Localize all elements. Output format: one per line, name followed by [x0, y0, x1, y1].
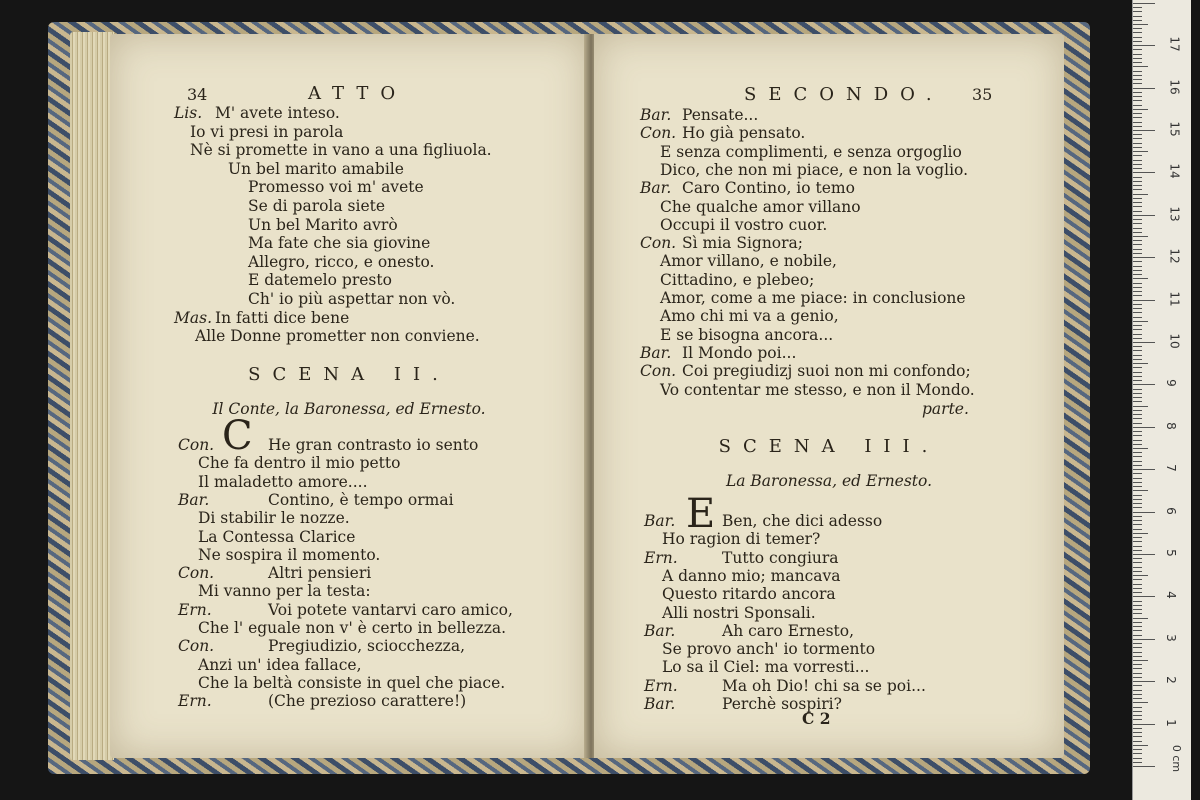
ruler-tick	[1133, 588, 1142, 589]
ruler-tick	[1133, 16, 1142, 17]
speaker-label: Bar.	[644, 621, 676, 640]
ruler-tick	[1133, 363, 1148, 364]
ruler-tick	[1133, 143, 1142, 144]
speaker-label: Con.	[640, 234, 677, 253]
ruler-tick	[1133, 503, 1142, 504]
ruler-number: 14	[1167, 163, 1182, 180]
ruler-tick	[1133, 253, 1142, 254]
running-head: SECONDO.	[744, 84, 944, 105]
ruler-tick	[1133, 533, 1148, 534]
ruler-tick	[1133, 329, 1142, 330]
ruler-tick	[1133, 338, 1142, 339]
ruler-tick	[1133, 126, 1142, 127]
verse-line: Ne sospira il momento.	[198, 545, 381, 564]
ruler-tick	[1133, 24, 1148, 25]
verse-line: La Contessa Clarice	[198, 527, 356, 546]
right-page	[594, 34, 1064, 758]
ruler-tick	[1133, 325, 1142, 326]
verse-line: Mi vanno per la testa:	[198, 582, 371, 601]
ruler-tick	[1133, 685, 1142, 686]
ruler-tick	[1133, 520, 1142, 521]
ruler-tick	[1133, 478, 1142, 479]
ruler-tick	[1133, 482, 1142, 483]
verse-line: Alli nostri Sponsali.	[662, 603, 816, 622]
verse-line: Pensate...	[682, 106, 759, 124]
ruler-tick	[1133, 486, 1142, 487]
ruler-tick	[1133, 410, 1142, 411]
stage-direction: parte.	[922, 400, 969, 418]
ruler-tick	[1133, 75, 1142, 76]
ruler-tick	[1133, 384, 1155, 385]
verse-line: Tutto congiura	[722, 548, 839, 567]
ruler-tick	[1133, 673, 1142, 674]
ruler-tick	[1133, 122, 1142, 123]
ruler-tick	[1133, 601, 1142, 602]
verse-line: Promesso voi m' avete	[248, 178, 424, 197]
ruler-tick	[1133, 579, 1142, 580]
ruler-tick	[1133, 736, 1142, 737]
ruler-number: 10	[1167, 333, 1182, 349]
ruler-tick	[1133, 278, 1148, 279]
ruler-tick	[1133, 232, 1142, 233]
ruler-tick	[1133, 741, 1142, 742]
ruler-tick	[1133, 702, 1148, 703]
ruler-tick	[1133, 592, 1142, 593]
ruler-tick	[1133, 490, 1148, 491]
verse-line: Un bel marito amabile	[228, 159, 404, 178]
verse-line: Se di parola siete	[248, 197, 386, 215]
ruler-tick	[1133, 304, 1142, 305]
measurement-ruler	[1132, 0, 1191, 800]
ruler-tick	[1133, 20, 1142, 21]
ruler-tick	[1133, 266, 1142, 267]
ruler-tick	[1133, 71, 1142, 72]
ruler-tick	[1133, 211, 1142, 212]
ruler-tick	[1133, 707, 1142, 708]
ruler-tick	[1133, 440, 1142, 441]
ruler-tick	[1133, 639, 1155, 640]
ruler-number: 12	[1167, 248, 1182, 264]
ruler-tick	[1133, 456, 1142, 457]
ruler-tick	[1133, 274, 1142, 275]
speaker-label: Mas.	[174, 308, 212, 327]
verse-line: Che qualche amor villano	[660, 197, 861, 216]
ruler-tick	[1133, 613, 1142, 614]
verse-line: Questo ritardo ancora	[662, 585, 836, 604]
ruler-number: 6	[1163, 506, 1178, 515]
ruler-tick	[1133, 346, 1142, 347]
page-edges	[70, 32, 114, 760]
ruler-tick	[1133, 690, 1142, 691]
speaker-label: Ern.	[178, 692, 212, 711]
ruler-tick	[1133, 376, 1142, 377]
ruler-tick	[1133, 681, 1155, 682]
verse-line: Anzi un' idea fallace,	[198, 655, 362, 674]
ruler-tick	[1133, 724, 1155, 725]
speaker-label: Con.	[640, 124, 677, 143]
ruler-tick	[1133, 554, 1155, 555]
ruler-tick	[1133, 164, 1142, 165]
drop-cap: E	[686, 491, 716, 537]
verse-line: Di stabilir le nozze.	[198, 509, 350, 528]
ruler-tick	[1133, 138, 1142, 139]
ruler-tick	[1133, 58, 1142, 59]
ruler-tick	[1133, 66, 1148, 67]
ruler-tick	[1133, 32, 1142, 33]
scene-heading: SCENA III.	[718, 436, 940, 457]
ruler-tick	[1133, 469, 1155, 470]
ruler-tick	[1133, 656, 1142, 657]
speaker-label: Ern.	[644, 676, 678, 695]
ruler-number: 5	[1163, 549, 1178, 557]
ruler-tick	[1133, 198, 1142, 199]
verse-line: Lo sa il Ciel: ma vorresti...	[662, 658, 870, 677]
ruler-tick	[1133, 524, 1142, 525]
ruler-tick	[1133, 652, 1142, 653]
speaker-label: Bar.	[640, 343, 672, 362]
ruler-tick	[1133, 206, 1142, 207]
ruler-tick	[1133, 130, 1155, 131]
verse-line: Il maladetto amore....	[198, 472, 368, 491]
ruler-tick	[1133, 448, 1148, 449]
verse-line: Se provo anch' io tormento	[662, 640, 876, 659]
speaker-label: Bar.	[640, 179, 672, 198]
ruler-tick	[1133, 635, 1142, 636]
verse-line: E senza complimenti, e senza orgoglio	[660, 142, 962, 161]
ruler-tick	[1133, 117, 1142, 118]
ruler-tick	[1133, 172, 1155, 173]
ruler-tick	[1133, 11, 1142, 12]
ruler-tick	[1133, 418, 1142, 419]
speaker-label: Bar.	[178, 490, 210, 509]
page-number: 35	[972, 85, 993, 104]
ruler-tick	[1133, 228, 1142, 229]
ruler-number: 17	[1167, 36, 1182, 52]
verse-line: Altri pensieri	[268, 564, 372, 583]
ruler-tick	[1133, 584, 1142, 585]
ruler-tick	[1133, 461, 1142, 462]
ruler-tick	[1133, 562, 1142, 563]
ruler-tick	[1133, 215, 1155, 216]
ruler-tick	[1133, 249, 1142, 250]
ruler-tick	[1133, 609, 1142, 610]
speaker-label: Con.	[178, 436, 215, 454]
ruler-tick	[1133, 541, 1142, 542]
ruler-tick	[1133, 452, 1142, 453]
verse-line: Alle Donne prometter non conviene.	[195, 327, 480, 346]
speaker-label: Lis.	[174, 104, 203, 122]
ruler-tick	[1133, 507, 1142, 508]
verse-line: Vo contentar me stesso, e non il Mondo.	[660, 380, 975, 399]
ruler-tick	[1133, 62, 1142, 63]
speaker-label: Bar.	[640, 106, 672, 124]
ruler-number: 11	[1167, 290, 1182, 307]
verse-line: Sì mia Signora;	[682, 234, 804, 253]
ruler-tick	[1133, 372, 1142, 373]
ruler-tick	[1133, 79, 1142, 80]
ruler-tick	[1133, 308, 1142, 309]
ruler-tick	[1133, 342, 1155, 343]
ruler-tick	[1133, 219, 1142, 220]
ruler-tick	[1133, 355, 1142, 356]
ruler-tick	[1133, 109, 1148, 110]
ruler-tick	[1133, 92, 1142, 93]
ruler-tick	[1133, 397, 1142, 398]
ruler-tick	[1133, 257, 1155, 258]
ruler-tick	[1133, 571, 1142, 572]
ruler-tick	[1133, 753, 1142, 754]
ruler-tick	[1133, 495, 1142, 496]
ruler-number: 8	[1163, 421, 1178, 430]
verse-line: Amo chi mi va a genio,	[660, 307, 839, 326]
verse-line: Nè si promette in vano a una figliuola.	[190, 141, 492, 160]
verse-line: Che fa dentro il mio petto	[198, 454, 401, 473]
ruler-tick	[1133, 3, 1155, 4]
speaker-label: Con.	[178, 564, 215, 583]
ruler-tick	[1133, 406, 1148, 407]
ruler-tick	[1133, 431, 1142, 432]
ruler-tick	[1133, 427, 1155, 428]
verse-line: A danno mio; mancava	[662, 566, 841, 585]
ruler-tick	[1133, 317, 1142, 318]
ruler-tick	[1133, 287, 1142, 288]
ruler-tick	[1133, 155, 1142, 156]
ruler-tick	[1133, 749, 1142, 750]
ruler-number: 13	[1167, 206, 1182, 222]
ruler-tick	[1133, 698, 1142, 699]
ruler-tick	[1133, 766, 1155, 767]
ruler-tick	[1133, 236, 1148, 237]
verse-line: Contino, è tempo ormai	[268, 490, 454, 509]
ruler-tick	[1133, 567, 1142, 568]
ruler-tick	[1133, 83, 1142, 84]
verse-line: Ma oh Dio! chi sa se poi...	[722, 676, 926, 695]
ruler-tick	[1133, 312, 1142, 313]
signature-mark: C 2	[802, 709, 831, 728]
ruler-number: 9	[1163, 379, 1178, 388]
ruler-tick	[1133, 499, 1142, 500]
ruler-tick	[1133, 113, 1142, 114]
ruler-tick	[1133, 134, 1142, 135]
ruler-tick	[1133, 45, 1155, 46]
ruler-tick	[1133, 240, 1142, 241]
ruler-tick	[1133, 529, 1142, 530]
ruler-tick	[1133, 762, 1142, 763]
ruler-tick	[1133, 444, 1142, 445]
verse-line: Amor villano, e nobile,	[660, 252, 837, 271]
ruler-number: 15	[1167, 121, 1182, 137]
ruler-tick	[1133, 147, 1142, 148]
speaker-label: Bar.	[644, 512, 676, 530]
ruler-tick	[1133, 380, 1142, 381]
ruler-tick	[1133, 668, 1142, 669]
ruler-tick	[1133, 37, 1142, 38]
verse-line: E se bisogna ancora...	[660, 325, 834, 344]
ruler-tick	[1133, 177, 1142, 178]
speaker-label: Bar.	[644, 695, 676, 713]
ruler-tick	[1133, 223, 1142, 224]
verse-line: Io vi presi in parola	[190, 122, 344, 141]
speaker-label: Con.	[640, 362, 677, 381]
verse-line: Occupi il vostro cuor.	[660, 215, 828, 234]
ruler-tick	[1133, 732, 1142, 733]
ruler-tick	[1133, 537, 1142, 538]
ruler-number: 3	[1163, 633, 1178, 642]
ruler-tick	[1133, 423, 1142, 424]
verse-line: In fatti dice bene	[215, 308, 350, 327]
ruler-tick	[1133, 745, 1148, 746]
ruler-tick	[1133, 160, 1142, 161]
verse-line: Ho ragion di temer?	[662, 530, 821, 549]
verse-line: Ch' io più aspettar non vò.	[248, 290, 456, 308]
verse-line: (Che prezioso carattere!)	[268, 692, 467, 711]
ruler-tick	[1133, 367, 1142, 368]
ruler-tick	[1133, 711, 1142, 712]
verse-line: M' avete inteso.	[215, 104, 340, 122]
ruler-tick	[1133, 719, 1142, 720]
running-head: ATTO	[308, 83, 408, 104]
ruler-tick	[1133, 49, 1142, 50]
verse-line: Che la beltà consiste in quel che piace.	[198, 673, 506, 692]
verse-line: Perchè sospiri?	[722, 695, 842, 713]
ruler-tick	[1133, 185, 1142, 186]
ruler-tick	[1133, 512, 1155, 513]
ruler-tick	[1133, 41, 1142, 42]
ruler-tick	[1133, 54, 1142, 55]
ruler-tick	[1133, 596, 1155, 597]
ruler-tick	[1133, 181, 1142, 182]
ruler-tick	[1133, 283, 1142, 284]
ruler-number: 4	[1163, 591, 1178, 600]
ruler-number: 1	[1163, 718, 1178, 727]
verse-line: Ben, che dici adesso	[722, 512, 883, 530]
ruler-tick	[1133, 414, 1142, 415]
ruler-tick	[1133, 28, 1142, 29]
drop-cap: C	[222, 413, 253, 459]
speaker-label: Ern.	[644, 548, 678, 567]
ruler-tick	[1133, 194, 1148, 195]
verse-line: Dico, che non mi piace, e non la voglio.	[660, 160, 969, 179]
verse-line: Che l' eguale non v' è certo in bellezza.	[198, 619, 507, 637]
ruler-tick	[1133, 694, 1142, 695]
ruler-tick	[1133, 321, 1148, 322]
ruler-unit: 0 cm	[1170, 744, 1184, 773]
ruler-tick	[1133, 728, 1142, 729]
left-page	[110, 34, 588, 758]
verse-line: Cittadino, e plebeo;	[660, 270, 815, 289]
ruler-tick	[1133, 291, 1142, 292]
verse-line: Voi potete vantarvi caro amico,	[268, 600, 513, 619]
ruler-tick	[1133, 465, 1142, 466]
ruler-tick	[1133, 7, 1142, 8]
ruler-tick	[1133, 100, 1142, 101]
ruler-tick	[1133, 630, 1142, 631]
ruler-tick	[1133, 168, 1142, 169]
verse-line: Allegro, ricco, e onesto.	[248, 252, 435, 271]
ruler-tick	[1133, 558, 1142, 559]
ruler-tick	[1133, 334, 1142, 335]
ruler-tick	[1133, 88, 1155, 89]
scene-characters: Il Conte, la Baronessa, ed Ernesto.	[212, 400, 486, 418]
ruler-tick	[1133, 244, 1142, 245]
ruler-tick	[1133, 643, 1142, 644]
verse-line: Amor, come a me piace: in conclusione	[660, 289, 966, 307]
ruler-tick	[1133, 105, 1142, 106]
verse-line: Un bel Marito avrò	[248, 215, 398, 234]
ruler-tick	[1133, 261, 1142, 262]
ruler-tick	[1133, 660, 1148, 661]
ruler-number: 7	[1163, 464, 1178, 473]
ruler-tick	[1133, 96, 1142, 97]
ruler-tick	[1133, 202, 1142, 203]
scene-heading: SCENA II.	[248, 364, 450, 385]
ruler-tick	[1133, 550, 1142, 551]
ruler-tick	[1133, 605, 1142, 606]
ruler-tick	[1133, 546, 1142, 547]
ruler-number: 16	[1167, 78, 1182, 95]
verse-line: Coi pregiudizj suoi non mi confondo;	[682, 362, 971, 381]
ruler-tick	[1133, 715, 1142, 716]
scene-characters: La Baronessa, ed Ernesto.	[725, 472, 933, 490]
ruler-tick	[1133, 389, 1142, 390]
ruler-tick	[1133, 270, 1142, 271]
ruler-tick	[1133, 359, 1142, 360]
ruler-tick	[1133, 393, 1142, 394]
ruler-number: 2	[1163, 676, 1178, 685]
ruler-tick	[1133, 647, 1142, 648]
speaker-label: Con.	[178, 637, 215, 656]
verse-line: Il Mondo poi...	[682, 343, 797, 362]
verse-line: Ah caro Ernesto,	[722, 621, 855, 640]
ruler-tick	[1133, 151, 1148, 152]
ruler-tick	[1133, 189, 1142, 190]
ruler-tick	[1133, 618, 1148, 619]
ruler-tick	[1133, 622, 1142, 623]
verse-line: E datemelo presto	[248, 271, 392, 290]
ruler-tick	[1133, 435, 1142, 436]
ruler-tick	[1133, 350, 1142, 351]
ruler-tick	[1133, 516, 1142, 517]
ruler-tick	[1133, 626, 1142, 627]
ruler-tick	[1133, 300, 1155, 301]
ruler-tick	[1133, 758, 1142, 759]
verse-line: Pregiudizio, sciocchezza,	[268, 637, 466, 656]
ruler-tick	[1133, 664, 1142, 665]
verse-line: Ho già pensato.	[682, 124, 806, 143]
verse-line: Ma fate che sia giovine	[248, 234, 431, 253]
ruler-tick	[1133, 401, 1142, 402]
ruler-tick	[1133, 677, 1142, 678]
page-number: 34	[187, 85, 208, 104]
speaker-label: Ern.	[178, 600, 212, 619]
ruler-tick	[1133, 575, 1148, 576]
verse-line: Caro Contino, io temo	[682, 179, 855, 198]
ruler-tick	[1133, 295, 1142, 296]
ruler-tick	[1133, 473, 1142, 474]
verse-line: He gran contrasto io sento	[268, 436, 479, 454]
